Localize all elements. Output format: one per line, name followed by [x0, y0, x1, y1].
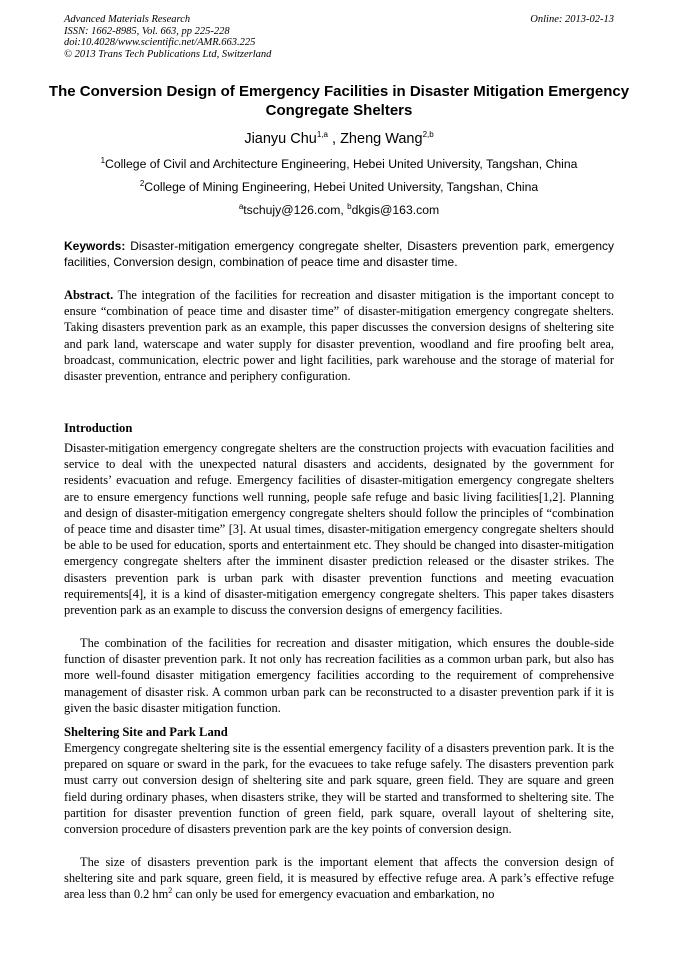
- affiliation-1-text: College of Civil and Architecture Engineering, Hebei United University, Tangshan, China: [105, 157, 578, 171]
- email-b[interactable]: dkgis@163.com: [351, 203, 440, 217]
- abstract: [64, 287, 614, 384]
- author-2-sup: 2,b: [422, 130, 434, 140]
- author-1-sup: 1,a: [316, 130, 328, 140]
- keywords-label: Keywords:: [64, 239, 126, 253]
- author-1: Jianyu Chu: [244, 131, 317, 147]
- keywords: [64, 238, 614, 270]
- affiliation-2-sup: 2: [139, 178, 145, 188]
- author-separator: ,: [327, 131, 341, 147]
- author-line: [0, 130, 678, 148]
- section-heading-introduction: Introduction: [64, 421, 133, 435]
- email-line: [0, 203, 678, 217]
- sheltering-paragraph-2: [64, 854, 614, 903]
- keywords-text: Disaster-mitigation emergency congregate shelter, Disasters prevention park, emergency facilities, Conversion design, combination of peace time and disaster time.: [64, 239, 614, 269]
- sheltering-paragraph-2-part-b: can only be used for emergency evacuation and embarkation, no: [172, 887, 495, 902]
- affiliation-1-sup: 1: [100, 155, 106, 165]
- journal-name: Advanced Materials Research: [64, 14, 191, 25]
- affiliation-2: [0, 180, 678, 194]
- sheltering-paragraph-1: Emergency congregate sheltering site is the essential emergency facility of a disasters prevention park. It is the prepared on square or sward in the park, for the evacuees to take refuge safely. The disasters prevention park must carry out conversion design of sheltering site and park square, green field. They are square and green field during ordinary phases, when disasters strike, they will be started and transformed to sheltering site. The partition for disaster prevention function of green field, park square, overall layout of sheltering site, conversion procedure of disasters prevention park are the key points of conversion design.: [64, 741, 614, 837]
- abstract-text: The integration of the facilities for recreation and disaster mitigation is the important concept to ensure “combination of peace time and disaster time” of disaster-mitigation emergency congregate shelters. Taking disasters prevention park as an example, this paper discusses the conversion designs of sheltering site and park land, waterscape and water supply for disaster prevention, woodland and fire proofing belt area, broadcast, communication, electric power and light facilities, park warehouse and the storage of material for disaster prevention, entrance and periphery configuration.: [64, 288, 614, 384]
- email-a[interactable]: tschujy@126.com,: [243, 203, 348, 217]
- sheltering-paragraph-2-part-a: The size of disasters prevention park is the important element that affects the conversion design of sheltering site and park square, green field, it is measured by effective refuge area. A park’s effective refuge area less than 0.2 hm: [64, 855, 614, 902]
- author-2: Zheng Wang: [340, 131, 423, 147]
- email-a-sup: a: [238, 201, 244, 211]
- issn-line: ISSN: 1662-8985, Vol. 663, pp 225-228: [64, 25, 230, 37]
- introduction-paragraph-1: Disaster-mitigation emergency congregate shelters are the construction projects with evacuation facilities and service to deal with the unexpected natural disasters and accidents, designated by the government for residents’ evacuation and refuge. Emergency facilities of disaster-mitigation emergency congregate shelters are to ensure emergency functions well running, people safe refuge and basic living facilities[1,2]. Planning and design of disaster-mitigation emergency congregate shelters should follow the principles of “combination of peace time and disaster time” [3]. At usual times, disaster-mitigation emergency congregate shelters should be able to be used for education, sports and entertainment etc. They should be changed into disaster-mitigation emergency congregate shelters after the imminent disaster prediction released or the disaster strikes. The disasters prevention park is urban park with disaster prevention functions and meeting evacuation requirements[4], it is a kind of disaster-mitigation emergency congregate shelters. This paper takes disasters prevention park as an example to discuss the conversion designs of emergency facilities.: [64, 441, 614, 618]
- area-unit-sup: 2: [168, 886, 173, 896]
- online-date: Online: 2013-02-13: [530, 14, 614, 25]
- affiliation-1: [0, 157, 678, 171]
- doi-line[interactable]: doi:10.4028/www.scientific.net/AMR.663.225: [64, 37, 256, 48]
- introduction-paragraph-2: The combination of the facilities for recreation and disaster mitigation, which ensures the double-side function of disaster prevention park. It not only has recreation facilities as a common urban park, but also has more well-found disaster mitigation emergency facilities according to the requirement of comprehensive management of disaster risk. A common urban park can be reconstructed to a disaster prevention park if it is given the basic disaster mitigation function.: [64, 636, 614, 715]
- journal-header: [64, 14, 614, 60]
- copyright-line: © 2013 Trans Tech Publications Ltd, Switzerland: [64, 48, 272, 60]
- section-heading-sheltering-site: Sheltering Site and Park Land: [64, 725, 228, 739]
- paper-title: The Conversion Design of Emergency Facilities in Disaster Mitigation Emergency Congregate Shelters: [48, 83, 630, 119]
- abstract-label: Abstract.: [64, 288, 114, 302]
- affiliation-2-text: College of Mining Engineering, Hebei United University, Tangshan, China: [144, 180, 539, 194]
- email-b-sup: b: [347, 201, 352, 211]
